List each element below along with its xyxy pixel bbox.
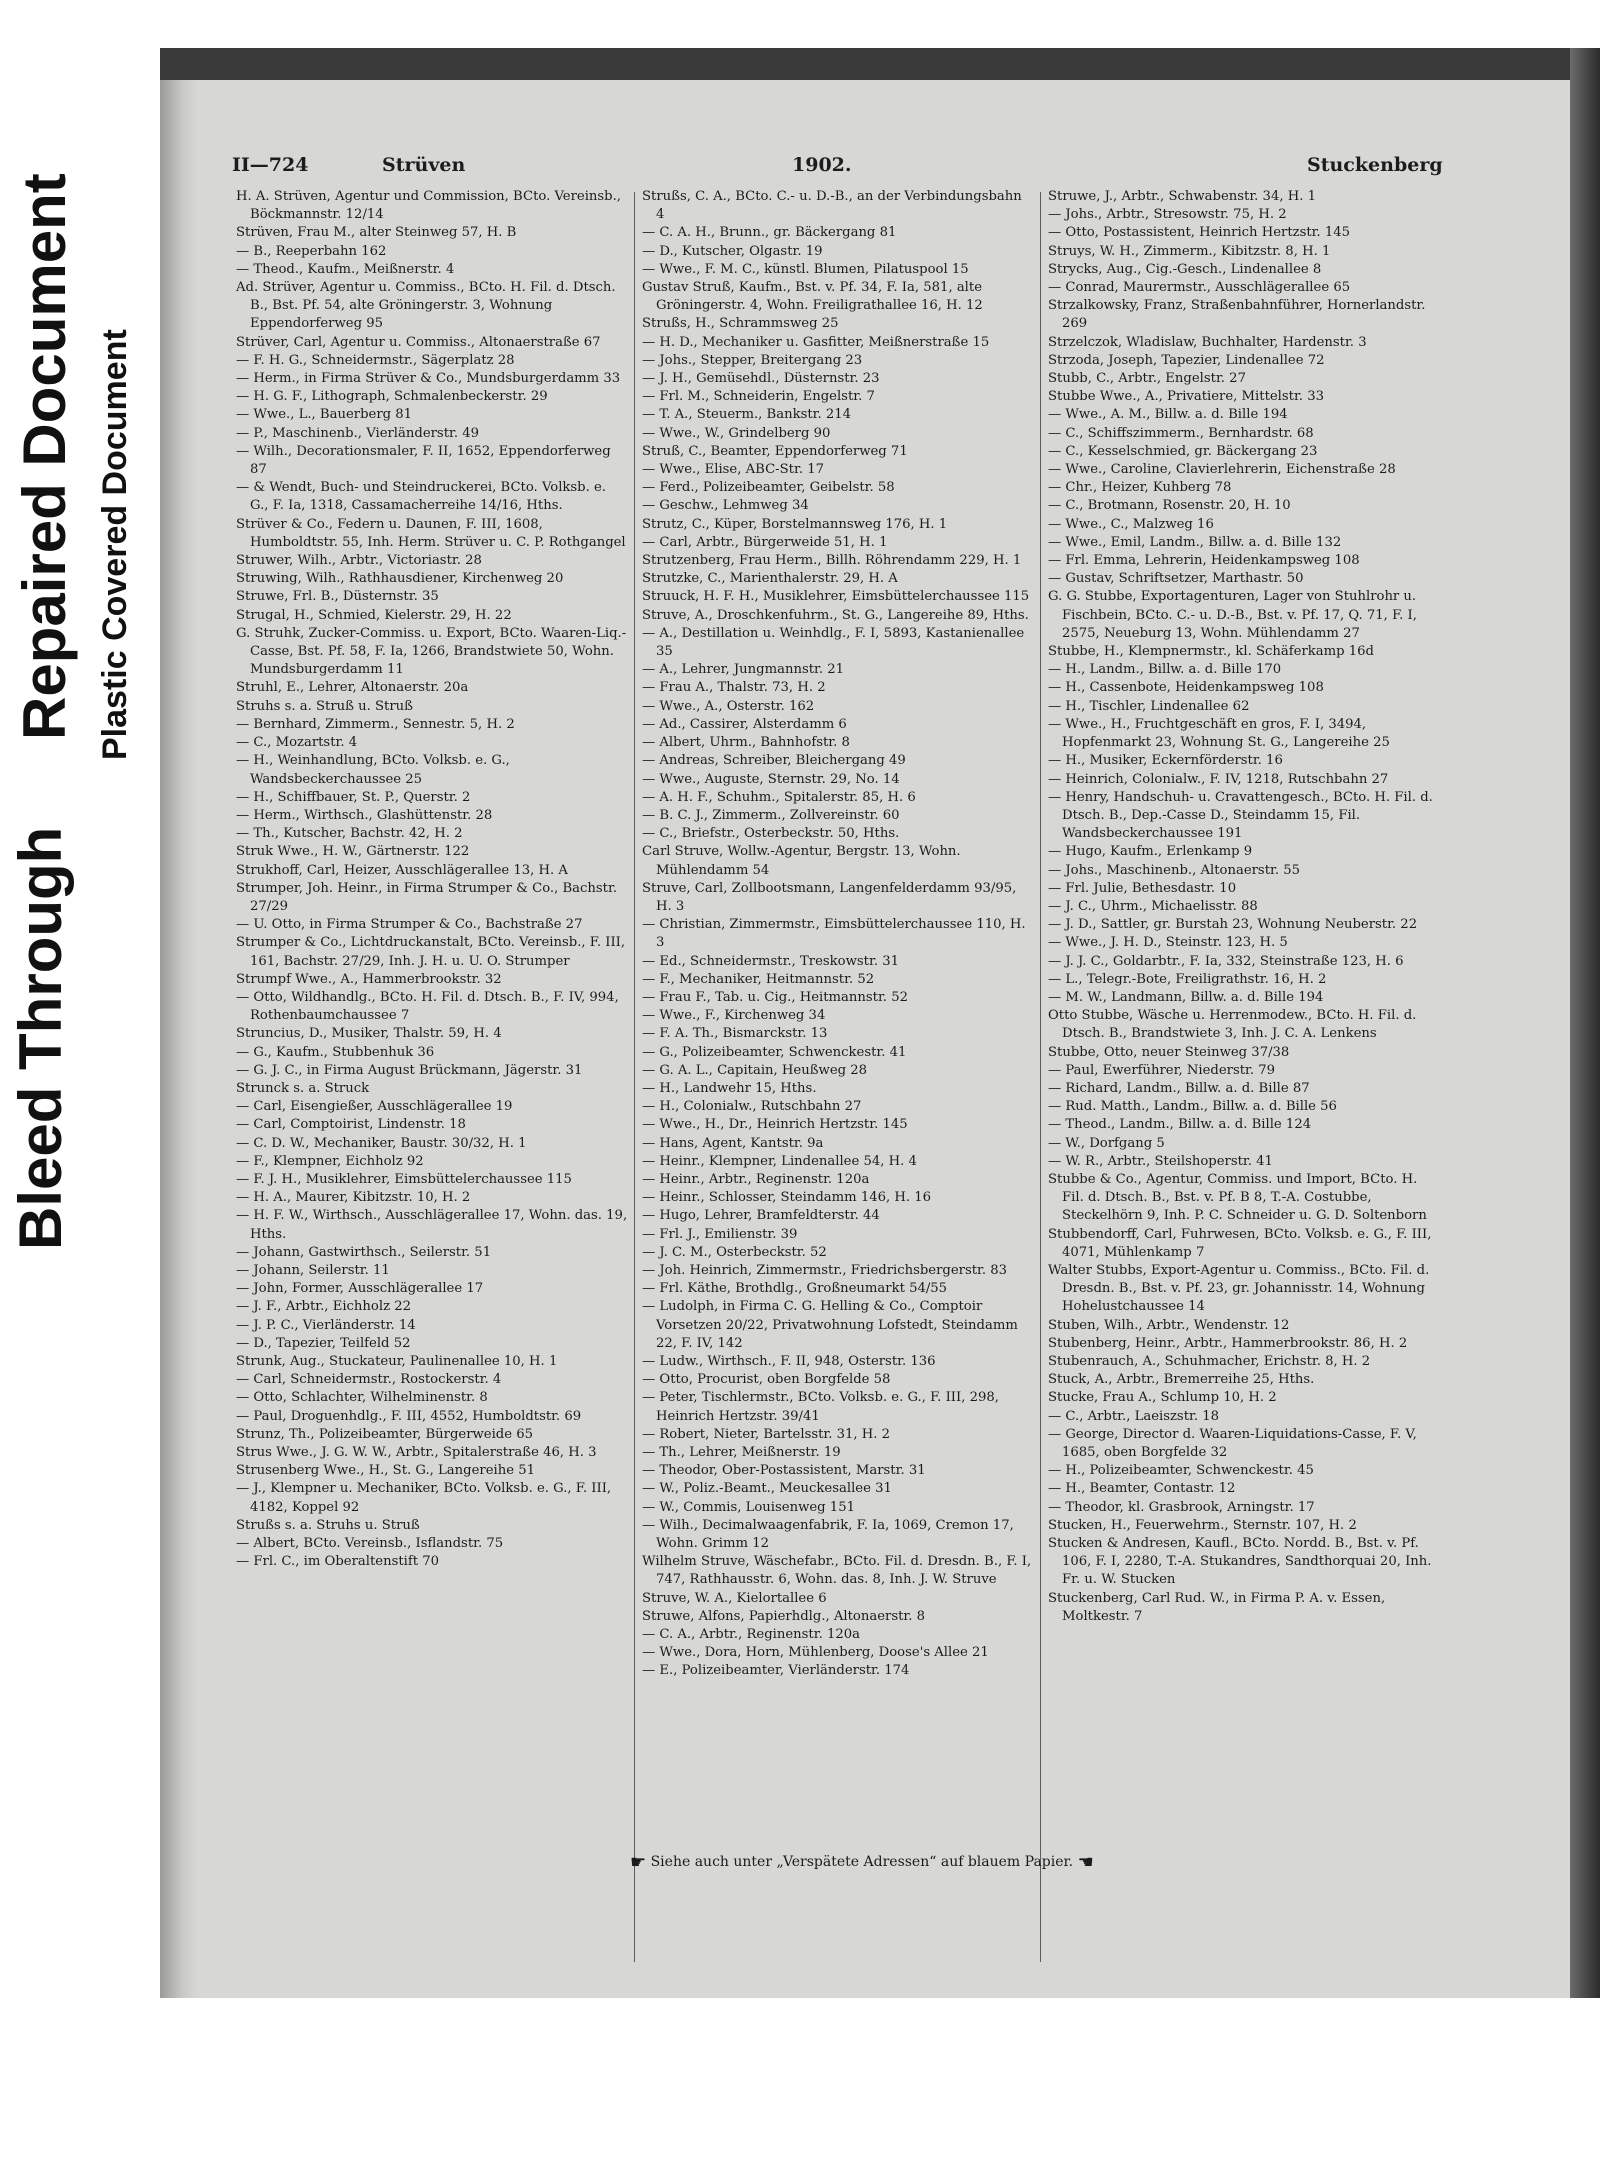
header-first-name: Strüven <box>382 154 466 176</box>
directory-entry: — J. H., Gemüsehdl., Düsternstr. 23 <box>642 371 880 387</box>
column-divider <box>634 192 635 1962</box>
directory-entry: — H., Polizeibeamter, Schwenckestr. 45 <box>1048 1463 1314 1479</box>
directory-entry: — H., Landm., Billw. a. d. Bille 170 <box>1048 662 1282 678</box>
directory-entry: — H., Colonialw., Rutschbahn 27 <box>642 1099 862 1115</box>
directory-entry: Stuckenberg, Carl Rud. W., in Firma P. A. v. Essen, Moltkestr. 7 <box>1048 1590 1386 1624</box>
directory-entry: — Chr., Heizer, Kuhberg 78 <box>1048 480 1232 496</box>
directory-entry: — Wwe., C., Malzweg 16 <box>1048 516 1214 532</box>
directory-entry: — W., Dorfgang 5 <box>1048 1135 1165 1151</box>
directory-entry: — Wwe., Dora, Horn, Mühlenberg, Doose's Allee 21 <box>642 1645 989 1661</box>
directory-entry: — & Wendt, Buch- und Steindruckerei, BCto. Volksb. e. G., F. Ia, 1318, Cassamacherreihe 14/16, Hths. <box>236 480 606 514</box>
directory-entry: Strutz, C., Küper, Borstelmannsweg 176, H. 1 <box>642 516 948 532</box>
directory-entry: — Carl, Comptoirist, Lindenstr. 18 <box>236 1117 466 1133</box>
directory-entry: — Christian, Zimmermstr., Eimsbüttelerchaussee 110, H. 3 <box>642 917 1026 951</box>
directory-entry: — A., Destillation u. Weinhdlg., F. I, 5893, Kastanienallee 35 <box>642 625 1025 660</box>
directory-entry: Strüven, Frau M., alter Steinweg 57, H. B <box>236 225 517 241</box>
directory-entry: — Frau F., Tab. u. Cig., Heitmannstr. 52 <box>642 989 908 1005</box>
directory-entry: — Albert, BCto. Vereinsb., Isflandstr. 75 <box>236 1536 504 1552</box>
directory-entry: — W., Commis, Louisenweg 151 <box>642 1499 855 1515</box>
directory-entry: Struß, C., Beamter, Eppendorferweg 71 <box>642 443 908 459</box>
directory-entry: — Wilh., Decorationsmaler, F. II, 1652, Eppendorferweg 87 <box>236 443 611 478</box>
directory-column-2 <box>642 188 1034 1888</box>
directory-entry: — Geschw., Lehmweg 34 <box>642 498 809 514</box>
directory-entry: — Peter, Tischlermstr., BCto. Volksb. e. G., F. III, 298, Heinrich Hertzstr. 39/41 <box>642 1390 999 1424</box>
directory-entry: — F. J. H., Musiklehrer, Eimsbüttelerchaussee 115 <box>236 1171 572 1187</box>
page-footer-note <box>630 1852 1390 1873</box>
directory-entry: — G. A. L., Capitain, Heußweg 28 <box>642 1062 868 1078</box>
directory-entry: — Wwe., Elise, ABC-Str. 17 <box>642 462 824 478</box>
directory-entry: — Johann, Seilerstr. 11 <box>236 1262 390 1278</box>
directory-entry: Struk Wwe., H. W., Gärtnerstr. 122 <box>236 844 470 860</box>
directory-entry: Wilhelm Struve, Wäschefabr., BCto. Fil. d. Dresdn. B., F. I, 747, Rathhausstr. 6, Wohn. das. 8, Inh. J. W. Struve <box>642 1554 1032 1588</box>
directory-entry: Struncius, D., Musiker, Thalstr. 59, H. 4 <box>236 1026 502 1042</box>
directory-entry: — Wwe., H., Dr., Heinrich Hertzstr. 145 <box>642 1117 908 1133</box>
directory-entry: — C. A. H., Brunn., gr. Bäckergang 81 <box>642 225 897 241</box>
directory-entry: Strus Wwe., J. G. W. W., Arbtr., Spitalerstraße 46, H. 3 <box>236 1445 597 1461</box>
directory-entry: Stuck, A., Arbtr., Bremerreihe 25, Hths. <box>1048 1372 1315 1388</box>
directory-entry: — Theodor, Ober-Postassistent, Marstr. 31 <box>642 1463 926 1479</box>
directory-entry: Struwe, Frl. B., Düsternstr. 35 <box>236 589 439 605</box>
directory-entry: Stucken, H., Feuerwehrm., Sternstr. 107, H. 2 <box>1048 1517 1357 1533</box>
directory-entry: Strüver & Co., Federn u. Daunen, F. III, 1608, Humboldtstr. 55, Inh. Herm. Strüver u. C. P. Rothgangel <box>236 516 626 550</box>
directory-entry: — Paul, Ewerführer, Niederstr. 79 <box>1048 1062 1276 1078</box>
directory-entry: — C., Brotmann, Rosenstr. 20, H. 10 <box>1048 498 1291 514</box>
directory-entry: — Wwe., Emil, Landm., Billw. a. d. Bille 132 <box>1048 534 1342 550</box>
directory-entry: — Gustav, Schriftsetzer, Marthastr. 50 <box>1048 571 1304 587</box>
directory-entry: — Wwe., F. M. C., künstl. Blumen, Pilatuspool 15 <box>642 261 969 277</box>
label-plastic-covered-document: Plastic Covered Document <box>96 329 134 760</box>
directory-entry: — Albert, Uhrm., Bahnhofstr. 8 <box>642 735 850 751</box>
directory-entry: — Richard, Landm., Billw. a. d. Bille 87 <box>1048 1080 1310 1096</box>
directory-entry: — L., Telegr.-Bote, Freiligrathstr. 16, H. 2 <box>1048 971 1327 987</box>
directory-entry: G. Struhk, Zucker-Commiss. u. Export, BCto. Waaren-Liq.-Casse, Bst. Pf. 58, F. Ia, 1266, Brandstwiete 50, Wohn. Mundsburgerdamm 11 <box>236 625 627 678</box>
header-last-name: Stuckenberg <box>1307 154 1443 176</box>
directory-entry: — Th., Kutscher, Bachstr. 42, H. 2 <box>236 826 463 842</box>
directory-entry: — Frl. Emma, Lehrerin, Heidenkampsweg 108 <box>1048 553 1360 569</box>
directory-entry: — Heinrich, Colonialw., F. IV, 1218, Rutschbahn 27 <box>1048 771 1389 787</box>
directory-entry: Stubenrauch, A., Schuhmacher, Erichstr. 8, H. 2 <box>1048 1354 1371 1369</box>
directory-entry: — C., Mozartstr. 4 <box>236 735 358 751</box>
directory-entry: — Frl. C., im Oberaltenstift 70 <box>236 1554 440 1570</box>
directory-entry: Strycks, Aug., Cig.-Gesch., Lindenallee 8 <box>1048 261 1322 277</box>
directory-entry: — Carl, Schneidermstr., Rostockerstr. 4 <box>236 1372 502 1388</box>
directory-entry: — Johs., Stepper, Breitergang 23 <box>642 352 863 368</box>
directory-entry: — F., Mechaniker, Heitmannstr. 52 <box>642 971 875 987</box>
page-header <box>232 154 1522 182</box>
directory-entry: — George, Director d. Waaren-Liquidations-Casse, F. V, 1685, oben Borgfelde 32 <box>1048 1426 1417 1461</box>
directory-entry: — Frl. J., Emilienstr. 39 <box>642 1226 798 1242</box>
directory-entry: — C., Briefstr., Osterbeckstr. 50, Hths. <box>642 826 900 842</box>
directory-entry: — B. C. J., Zimmerm., Zollvereinstr. 60 <box>642 807 900 823</box>
directory-entry: — Ferd., Polizeibeamter, Geibelstr. 58 <box>642 480 895 496</box>
directory-entry: Stuben, Wilh., Arbtr., Wendenstr. 12 <box>1048 1317 1290 1333</box>
directory-entry: Strumper, Joh. Heinr., in Firma Strumper & Co., Bachstr. 27/29 <box>236 880 618 914</box>
directory-entry: — H., Cassenbote, Heidenkampsweg 108 <box>1048 680 1324 696</box>
directory-entry: Strunz, Th., Polizeibeamter, Bürgerweide 65 <box>236 1426 534 1442</box>
label-repaired-document: Repaired Document <box>11 173 78 740</box>
directory-entry: Strzelczok, Wladislaw, Buchhalter, Hardenstr. 3 <box>1048 334 1367 350</box>
directory-entry: — C. A., Arbtr., Reginenstr. 120a <box>642 1627 861 1643</box>
directory-entry: Stucken & Andresen, Kaufl., BCto. Nordd. B., Bst. v. Pf. 106, F. I, 2280, T.-A. Stukandres, Sandthorquai 20, Inh. Fr. u. W. Stucken <box>1048 1536 1432 1588</box>
directory-entry: — Wwe., H., Fruchtgeschäft en gros, F. I, 3494, Hopfenmarkt 23, Wohnung St. G., Langereihe 25 <box>1048 716 1390 751</box>
directory-entry: — J. J. C., Goldarbtr., F. Ia, 332, Steinstraße 123, H. 6 <box>1048 953 1404 969</box>
directory-entry: — H., Musiker, Eckernförderstr. 16 <box>1048 753 1283 769</box>
column-divider <box>1040 192 1041 1962</box>
directory-entry: — D., Kutscher, Olgastr. 19 <box>642 243 823 259</box>
directory-entry: — G. J. C., in Firma August Brückmann, Jägerstr. 31 <box>236 1062 583 1078</box>
directory-entry: — T. A., Steuerm., Bankstr. 214 <box>642 407 852 423</box>
directory-entry: — Ludw., Wirthsch., F. II, 948, Osterstr. 136 <box>642 1354 936 1369</box>
directory-entry: — C., Kesselschmied, gr. Bäckergang 23 <box>1048 443 1318 459</box>
directory-entry: — Hugo, Lehrer, Bramfeldterstr. 44 <box>642 1208 880 1224</box>
footer-text: Siehe auch unter „Verspätete Adressen“ auf blauem Papier. <box>650 1854 1074 1870</box>
directory-entry: Strugal, H., Schmied, Kielerstr. 29, H. 22 <box>236 607 512 623</box>
directory-entry: Strukhoff, Carl, Heizer, Ausschlägerallee 13, H. A <box>236 862 568 878</box>
directory-entry: Struve, W. A., Kielortallee 6 <box>642 1590 827 1606</box>
directory-entry: — Carl, Eisengießer, Ausschlägerallee 19 <box>236 1099 513 1115</box>
pointing-hand-icon: ☛ <box>630 1852 647 1873</box>
directory-entry: — Ad., Cassirer, Alsterdamm 6 <box>642 716 847 732</box>
directory-entry: — Rud. Matth., Landm., Billw. a. d. Bille 56 <box>1048 1099 1337 1115</box>
directory-entry: — Wwe., L., Bauerberg 81 <box>236 407 413 423</box>
directory-entry: — Heinr., Klempner, Lindenallee 54, H. 4 <box>642 1153 917 1169</box>
directory-entry: Struve, Carl, Zollbootsmann, Langenfelderdamm 93/95, H. 3 <box>642 880 1017 914</box>
next-page-edge <box>1570 48 1600 1998</box>
directory-entry: — Conrad, Maurermstr., Ausschlägerallee 65 <box>1048 280 1351 296</box>
directory-entry: — E., Polizeibeamter, Vierländerstr. 174 <box>642 1663 910 1679</box>
directory-entry: — Andreas, Schreiber, Bleichergang 49 <box>642 753 906 769</box>
directory-entry: — J., Klempner u. Mechaniker, BCto. Volksb. e. G., F. III, 4182, Koppel 92 <box>236 1481 612 1515</box>
directory-entry: — J. F., Arbtr., Eichholz 22 <box>236 1299 411 1315</box>
directory-entry: — H., Schiffbauer, St. P., Querstr. 2 <box>236 789 471 805</box>
directory-entry: — F. A. Th., Bismarckstr. 13 <box>642 1026 828 1042</box>
directory-entry: Strutzke, C., Marienthalerstr. 29, H. A <box>642 571 898 587</box>
directory-entry: — Wilh., Decimalwaagenfabrik, F. Ia, 1069, Cremon 17, Wohn. Grimm 12 <box>642 1517 1014 1552</box>
directory-entry: — Otto, Wildhandlg., BCto. H. Fil. d. Dtsch. B., F. IV, 994, Rothenbaumchaussee 7 <box>236 989 619 1024</box>
directory-entry: Stubenberg, Heinr., Arbtr., Hammerbrookstr. 86, H. 2 <box>1048 1335 1408 1351</box>
directory-entry: — H., Weinhandlung, BCto. Volksb. e. G., Wandsbeckerchaussee 25 <box>236 753 510 787</box>
directory-entry: — F., Klempner, Eichholz 92 <box>236 1153 424 1169</box>
directory-entry: Gustav Struß, Kaufm., Bst. v. Pf. 34, F. Ia, 581, alte Gröningerstr. 4, Wohn. Freiligrathallee 16, H. 12 <box>642 280 983 314</box>
directory-entry: — Robert, Nieter, Bartelsstr. 31, H. 2 <box>642 1426 891 1442</box>
directory-entry: — Otto, Schlachter, Wilhelminenstr. 8 <box>236 1390 488 1406</box>
directory-entry: — Frl. Käthe, Brothdlg., Großneumarkt 54/55 <box>642 1281 948 1297</box>
directory-entry: — Frl. Julie, Bethesdastr. 10 <box>1048 880 1237 896</box>
directory-entry: Otto Stubbe, Wäsche u. Herrenmodew., BCto. H. Fil. d. Dtsch. B., Brandstwiete 3, Inh. J. C. A. Lenkens <box>1048 1008 1417 1042</box>
directory-entry: Strunck s. a. Struck <box>236 1080 370 1096</box>
directory-entry: — Henry, Handschuh- u. Cravattengesch., BCto. H. Fil. d. Dtsch. B., Dep.-Casse D., Steindamm 15, Fil. Wandsbeckerchaussee 191 <box>1048 789 1433 842</box>
directory-entry: — Wwe., W., Grindelberg 90 <box>642 425 831 441</box>
directory-entry: Struhl, E., Lehrer, Altonaerstr. 20a <box>236 680 469 696</box>
directory-entry: — M. W., Landmann, Billw. a. d. Bille 194 <box>1048 989 1324 1005</box>
directory-entry: Strüver, Carl, Agentur u. Commiss., Altonaerstraße 67 <box>236 334 601 350</box>
directory-entry: — J. D., Sattler, gr. Burstah 23, Wohnung Neuberstr. 22 <box>1048 917 1418 933</box>
directory-entry: Strußs, C. A., BCto. C.- u. D.-B., an der Verbindungsbahn 4 <box>642 189 1022 223</box>
directory-entry: — John, Former, Ausschlägerallee 17 <box>236 1281 484 1297</box>
directory-entry: Stubbe, H., Klempnermstr., kl. Schäferkamp 16d <box>1048 644 1374 660</box>
directory-entry: Struwing, Wilh., Rathhausdiener, Kirchenweg 20 <box>236 571 564 587</box>
directory-entry: — Paul, Droguenhdlg., F. III, 4552, Humboldtstr. 69 <box>236 1408 582 1424</box>
directory-entry: — Frau A., Thalstr. 73, H. 2 <box>642 680 826 696</box>
directory-entry: — Th., Lehrer, Meißnerstr. 19 <box>642 1445 841 1461</box>
directory-entry: — G., Kaufm., Stubbenhuk 36 <box>236 1044 435 1060</box>
directory-entry: G. G. Stubbe, Exportagenturen, Lager von Stuhlrohr u. Fischbein, BCto. C.- u. D.-B., Bst. v. Pf. 17, Q. 71, F. I, 2575, Neueburg 13, Wohn. Mühlendamm 27 <box>1048 589 1417 641</box>
directory-entry: — B., Reeperbahn 162 <box>236 243 387 259</box>
directory-entry: Struuck, H. F. H., Musiklehrer, Eimsbüttelerchaussee 115 <box>642 589 1030 605</box>
directory-entry: — W. R., Arbtr., Steilshoperstr. 41 <box>1048 1153 1273 1169</box>
directory-entry: — D., Tapezier, Teilfeld 52 <box>236 1335 411 1351</box>
directory-entry: — H. F. W., Wirthsch., Ausschlägerallee 17, Wohn. das. 19, Hths. <box>236 1208 628 1242</box>
directory-entry: Stubbe Wwe., A., Privatiere, Mittelstr. 33 <box>1048 389 1324 405</box>
directory-entry: — H., Landwehr 15, Hths. <box>642 1080 817 1096</box>
directory-entry: Strunk, Aug., Stuckateur, Paulinenallee 10, H. 1 <box>236 1354 558 1369</box>
directory-entry: — Joh. Heinrich, Zimmermstr., Friedrichsbergerstr. 83 <box>642 1262 1008 1278</box>
directory-entry: — Wwe., J. H. D., Steinstr. 123, H. 5 <box>1048 935 1288 951</box>
directory-entry: — Frl. M., Schneiderin, Engelstr. 7 <box>642 389 875 405</box>
directory-column-1 <box>236 188 628 1888</box>
directory-column-3 <box>1048 188 1440 1888</box>
directory-entry: — Theodor, kl. Grasbrook, Arningstr. 17 <box>1048 1499 1315 1515</box>
directory-entry: — Wwe., Auguste, Sternstr. 29, No. 14 <box>642 771 900 787</box>
document-page <box>160 80 1570 1998</box>
page-binding-edge <box>160 80 198 1998</box>
directory-entry: — C., Schiffszimmerm., Bernhardstr. 68 <box>1048 425 1314 441</box>
directory-entry: — J. C. M., Osterbeckstr. 52 <box>642 1244 827 1260</box>
directory-entry: Stubb, C., Arbtr., Engelstr. 27 <box>1048 371 1246 387</box>
directory-entry: Strumper & Co., Lichtdruckanstalt, BCto. Vereinsb., F. III, 161, Bachstr. 27/29, Inh. J. H. u. U. O. Strumper <box>236 935 626 969</box>
directory-entry: Stubbendorff, Carl, Fuhrwesen, BCto. Volksb. e. G., F. III, 4071, Mühlenkamp 7 <box>1048 1226 1432 1260</box>
directory-entry: — Wwe., Caroline, Clavierlehrerin, Eichenstraße 28 <box>1048 462 1396 478</box>
directory-entry: — A., Lehrer, Jungmannstr. 21 <box>642 662 845 678</box>
directory-entry: Struwe, Alfons, Papierhdlg., Altonaerstr. 8 <box>642 1608 926 1624</box>
directory-entry: Stucke, Frau A., Schlump 10, H. 2 <box>1048 1390 1277 1406</box>
label-bleed-through: Bleed Through <box>7 826 74 1250</box>
directory-entry: Struve, A., Droschkenfuhrm., St. G., Langereihe 89, Hths. <box>642 607 1029 623</box>
directory-entry: Struhs s. a. Struß u. Struß <box>236 698 413 714</box>
header-year: 1902. <box>792 154 852 176</box>
directory-entry: Struwe, J., Arbtr., Schwabenstr. 34, H. 1 <box>1048 189 1316 204</box>
directory-entry: — U. Otto, in Firma Strumper & Co., Bachstraße 27 <box>236 917 583 933</box>
directory-entry: — W., Poliz.-Beamt., Meuckesallee 31 <box>642 1481 892 1497</box>
directory-entry: — Hugo, Kaufm., Erlenkamp 9 <box>1048 844 1253 860</box>
directory-entry: — H., Beamter, Contastr. 12 <box>1048 1481 1236 1497</box>
directory-entry: — A. H. F., Schuhm., Spitalerstr. 85, H. 6 <box>642 789 916 805</box>
directory-entry: — Wwe., F., Kirchenweg 34 <box>642 1008 826 1024</box>
directory-entry: — H. A., Maurer, Kibitzstr. 10, H. 2 <box>236 1190 471 1206</box>
directory-entry: Stubbe & Co., Agentur, Commiss. und Import, BCto. H. Fil. d. Dtsch. B., Bst. v. Pf. B 8, T.-A. Costubbe, Steckelhörn 9, Inh. P. C. Schneider u. G. D. Soltenborn <box>1048 1171 1427 1224</box>
directory-entry: Stubbe, Otto, neuer Steinweg 37/38 <box>1048 1044 1290 1060</box>
directory-entry: — Heinr., Schlosser, Steindamm 146, H. 16 <box>642 1190 932 1206</box>
directory-entry: — Otto, Procurist, oben Borgfelde 58 <box>642 1372 891 1388</box>
directory-entry: — P., Maschinenb., Vierländerstr. 49 <box>236 425 480 441</box>
directory-entry: — F. H. G., Schneidermstr., Sägerplatz 28 <box>236 352 515 368</box>
directory-entry: — Ludolph, in Firma C. G. Helling & Co., Comptoir Vorsetzen 20/22, Privatwohnung Lofstedt, Steindamm 22, F. IV, 142 <box>642 1299 1018 1351</box>
directory-entry: Walter Stubbs, Export-Agentur u. Commiss., BCto. Fil. d. Dresdn. B., Bst. v. Pf. 23, gr. Johannisstr. 14, Wohnung Hohelustchaussee 14 <box>1048 1262 1430 1315</box>
directory-entry: — Herm., Wirthsch., Glashüttenstr. 28 <box>236 807 493 823</box>
directory-entry: — Ed., Schneidermstr., Treskowstr. 31 <box>642 953 899 969</box>
directory-entry: — C. D. W., Mechaniker, Baustr. 30/32, H. 1 <box>236 1135 527 1151</box>
directory-entry: — G., Polizeibeamter, Schwenckestr. 41 <box>642 1044 907 1060</box>
directory-entry: — Johs., Maschinenb., Altonaerstr. 55 <box>1048 862 1301 878</box>
directory-entry: — Johs., Arbtr., Stresowstr. 75, H. 2 <box>1048 207 1287 223</box>
directory-entry: — Heinr., Arbtr., Reginenstr. 120a <box>642 1171 870 1187</box>
directory-entry: Strzoda, Joseph, Tapezier, Lindenallee 72 <box>1048 352 1325 368</box>
directory-entry: — Herm., in Firma Strüver & Co., Mundsburgerdamm 33 <box>236 371 621 387</box>
directory-entry: H. A. Strüven, Agentur und Commission, BCto. Vereinsb., Böckmannstr. 12/14 <box>236 189 621 223</box>
directory-entry: — Carl, Arbtr., Bürgerweide 51, H. 1 <box>642 534 888 550</box>
directory-entry: — C., Arbtr., Laeiszstr. 18 <box>1048 1408 1220 1424</box>
directory-entry: — Wwe., A., Osterstr. 162 <box>642 698 815 714</box>
directory-entry: — Theod., Landm., Billw. a. d. Bille 124 <box>1048 1117 1312 1133</box>
directory-entry: Strumpf Wwe., A., Hammerbrookstr. 32 <box>236 971 502 987</box>
directory-entry: — Otto, Postassistent, Heinrich Hertzstr. 145 <box>1048 225 1351 241</box>
directory-entry: — Theod., Kaufm., Meißnerstr. 4 <box>236 261 455 277</box>
directory-entry: — J. P. C., Vierländerstr. 14 <box>236 1317 416 1333</box>
directory-entry: — Bernhard, Zimmerm., Sennestr. 5, H. 2 <box>236 716 515 732</box>
directory-entry: Strußs, H., Schrammsweg 25 <box>642 316 839 332</box>
directory-entry: — J. C., Uhrm., Michaelisstr. 88 <box>1048 898 1258 914</box>
directory-entry: — H. D., Mechaniker u. Gasfitter, Meißnerstraße 15 <box>642 334 990 350</box>
directory-entry: Strzalkowsky, Franz, Straßenbahnführer, Hornerlandstr. 269 <box>1048 298 1426 332</box>
directory-entry: Strutzenberg, Frau Herm., Billh. Röhrendamm 229, H. 1 <box>642 553 1022 569</box>
directory-entry: Struwer, Wilh., Arbtr., Victoriastr. 28 <box>236 553 482 569</box>
directory-entry: Ad. Strüver, Agentur u. Commiss., BCto. H. Fil. d. Dtsch. B., Bst. Pf. 54, alte Gröningerstr. 3, Wohnung Eppendorferweg 95 <box>236 280 616 332</box>
directory-entry: Struys, W. H., Zimmerm., Kibitzstr. 8, H. 1 <box>1048 243 1331 259</box>
directory-entry: Carl Struve, Wollw.-Agentur, Bergstr. 13, Wohn. Mühlendamm 54 <box>642 844 961 878</box>
directory-entry: Strusenberg Wwe., H., St. G., Langereihe 51 <box>236 1463 535 1479</box>
directory-entry: — Johann, Gastwirthsch., Seilerstr. 51 <box>236 1244 492 1260</box>
page-number: II—724 <box>232 154 309 176</box>
directory-entry: — H., Tischler, Lindenallee 62 <box>1048 698 1250 714</box>
directory-entry: — Wwe., A. M., Billw. a. d. Bille 194 <box>1048 407 1288 423</box>
directory-entry: — Hans, Agent, Kantstr. 9a <box>642 1135 824 1151</box>
pointing-hand-icon: ☚ <box>1077 1852 1094 1873</box>
directory-entry: — H. G. F., Lithograph, Schmalenbeckerstr. 29 <box>236 389 548 405</box>
directory-entry: Strußs s. a. Struhs u. Struß <box>236 1517 420 1533</box>
document-scan <box>160 48 1600 1998</box>
